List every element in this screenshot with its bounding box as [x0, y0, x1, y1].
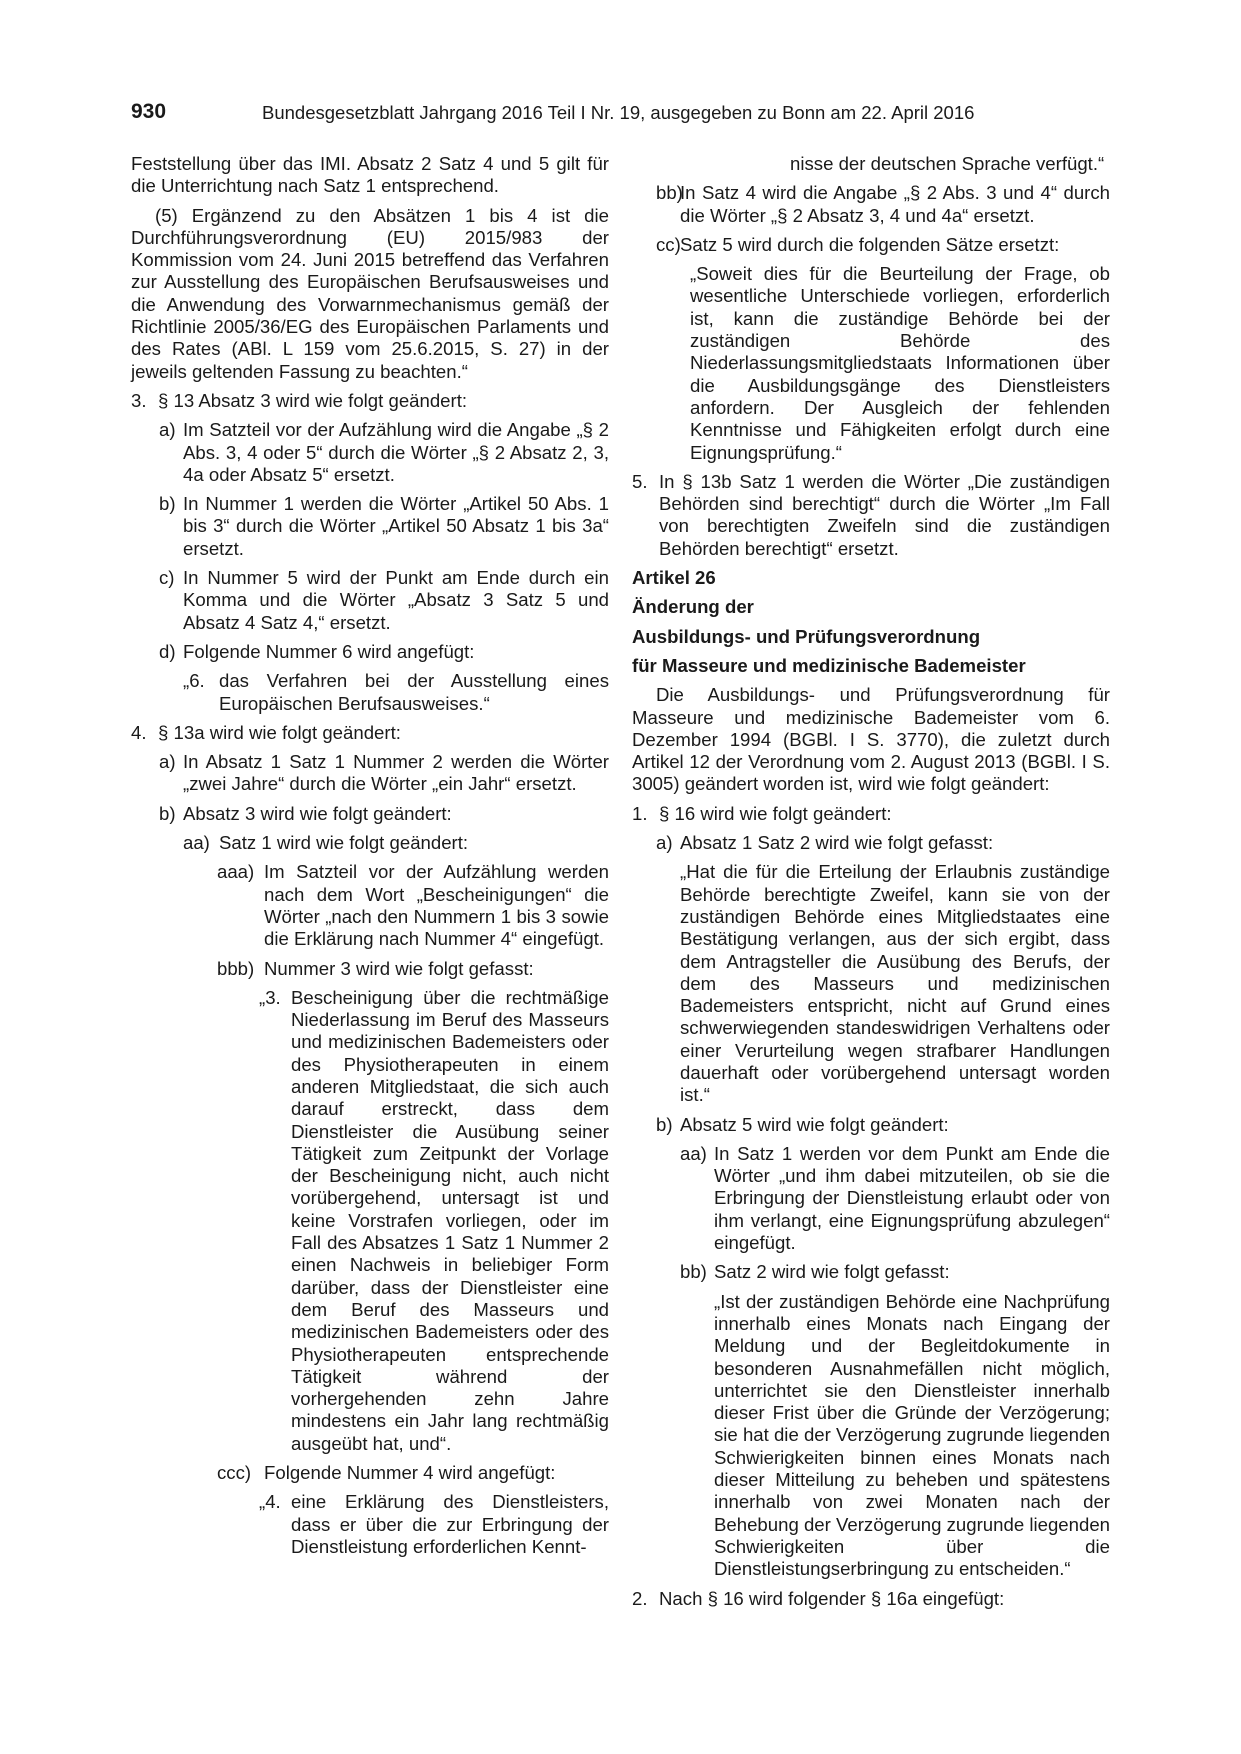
- item-text: § 13a wird wie folgt geändert:: [158, 721, 401, 743]
- list-item-r1: [632, 803, 1110, 825]
- list-item-3: [131, 390, 609, 412]
- list-item-r1a: [632, 832, 1110, 854]
- list-item-3c: [131, 567, 609, 634]
- list-item-5: [632, 471, 1110, 560]
- item-text: In § 13b Satz 1 werden die Wörter „Die zuständigen Behörden sind berechtigt“ durch die Wörter „Im Fall von berechtigten Zweifeln sind die zuständigen Behörden berechtigt“ ersetzt.: [659, 470, 1110, 559]
- item-number: b): [159, 802, 176, 824]
- item-text: Bescheinigung über die rechtmäßige Niederlassung im Beruf des Masseurs und medizinischen Bademeisters oder des Physiotherapeuten in einem anderen Mitgliedstaat, die sich auch darauf erstreckt, dass dem Dienstleister die Ausübung seiner Tätigkeit zum Zeitpunkt der Vorlage der Bescheinigung nicht, auch nicht vorübergehend, untersagt ist und keine Vorstrafen vorliegen, oder im Fall des Absatzes 1 Satz 1 Nummer 2 einen Nachweis in beliebiger Form darüber, dass der Dienstleister eine dem Beruf des Masseurs und medizinischen Bademeisters oder des Physiotherapeuten entsprechende Tätigkeit während der vorhergehenden zehn Jahre mindestens ein Jahr lang rechtmäßig ausgeübt hat, und“.: [291, 986, 609, 1454]
- item-text: Absatz 1 Satz 2 wird wie folgt gefasst:: [680, 832, 994, 854]
- list-item-4b-bb: [632, 182, 1110, 227]
- list-item-r1b-aa: [632, 1143, 1110, 1254]
- list-item-3a: [131, 419, 609, 486]
- item-text: das Verfahren bei der Ausstellung eines Europäischen Berufsausweises.“: [219, 670, 609, 714]
- list-item-4: [131, 722, 609, 744]
- item-text: In Satz 4 wird die Angabe „§ 2 Abs. 3 und 4“ durch die Wörter „§ 2 Absatz 3, 4 und 4a“ ersetzt.: [680, 182, 1110, 226]
- page-number: 930: [131, 100, 167, 123]
- item-text: Folgende Nummer 6 wird angefügt:: [183, 640, 475, 662]
- item-number: 1.: [632, 802, 648, 824]
- list-item-3d: [131, 641, 609, 663]
- quoted-sentence-r1b-bb: „Ist der zuständigen Behörde eine Nachprüfung innerhalb eines Monats nach Eingang der Meldung und der Begleitdokumente in besonderen Ausnahmefällen nicht möglich, unterrichtet sie den Dienstleister innerhalb dieser Frist über die Gründe der Verzögerung; sie hat die der Verzögerung zugrunde liegenden Schwierigkeiten binnen eines Monats nach dieser Mitteilung zu beheben und spätestens innerhalb von zwei Monaten nach der Behebung der Verzögerung zugrunde liegenden Schwierigkeiten über die Dienstleistungserbringung zu entscheiden.“: [714, 1290, 1110, 1580]
- item-number: bb): [680, 1261, 707, 1283]
- item-number: 5.: [632, 470, 648, 492]
- item-text: Nach § 16 wird folgender § 16a eingefügt:: [659, 1587, 1005, 1609]
- right-column: [632, 153, 1110, 1617]
- list-item-4b-cc: [632, 234, 1110, 256]
- item-number: cc): [656, 233, 681, 255]
- item-number: ccc): [217, 1462, 252, 1484]
- item-number: bb): [656, 182, 683, 204]
- list-item-4a: [131, 751, 609, 796]
- article-title-line-1: Änderung der: [632, 596, 754, 618]
- item-number: a): [159, 751, 176, 773]
- list-item-r1b: [632, 1114, 1110, 1136]
- item-text: Absatz 3 wird wie folgt geändert:: [183, 802, 452, 824]
- item-number: aa): [183, 832, 210, 854]
- list-item-r2: [632, 1588, 1110, 1610]
- paragraph-5: (5) Ergänzend zu den Absätzen 1 bis 4 ist die Durchführungsverordnung (EU) 2015/983 der Kommission vom 24. Juni 2015 betreffend das Verfahren zur Ausstellung des Europäischen Berufsausweises und die Anwendung des Vorwarnmechanismus gemäß der Richtlinie 2005/36/EG des Europäischen Parlaments und des Rates (ABl. L 159 vom 25.6.2015, S. 27) in der jeweils geltenden Fassung zu beachten.“: [131, 204, 609, 382]
- quoted-sentence-r1a: „Hat die für die Erteilung der Erlaubnis zuständige Behörde berechtigte Zweifel, kann sie von der zuständigen Behörde eines Mitgliedstaates eine Bestätigung verlangen, aus der sich ergibt, dass dem Antragsteller die Ausübung des Berufs, der dem des Masseurs und medizinischen Bademeisters entspricht, nicht auf Grund eines schwerwiegenden standeswidrigen Verhaltens oder einer Verurteilung wegen strafbarer Handlungen dauerhaft oder vorübergehend untersagt worden ist.“: [680, 861, 1110, 1106]
- article-number: Artikel 26: [632, 567, 716, 589]
- list-item-4b-aa: [131, 832, 609, 854]
- item-text: In Satz 1 werden vor dem Punkt am Ende die Wörter „und ihm dabei mitzuteilen, ob sie die Erbringung der Dienstleistung erlaubt oder von ihm verlangt, eine Eignungsprüfung abzulegen“ eingefügt.: [714, 1142, 1110, 1254]
- quoted-sentences: „Soweit dies für die Beurteilung der Frage, ob wesentliche Unterschiede vorliegen, erforderlich ist, kann die zuständige Behörde bei der zuständigen Behörde des Niederlassungsmitgliedstaats Informationen über die Ausbildungsgänge des Dienstleisters anfordern. Der Ausgleich der fehlenden Kenntnisse und Fähigkeiten erfolgt durch eine Eignungsprüfung.“: [690, 263, 1110, 463]
- left-column: [131, 153, 609, 1558]
- item-text: In Nummer 1 werden die Wörter „Artikel 50 Abs. 1 bis 3“ durch die Wörter „Artikel 50 Absatz 1 bis 3a“ ersetzt.: [183, 493, 609, 559]
- item-number: c): [159, 567, 175, 589]
- item-number: aaa): [217, 861, 255, 883]
- item-text: Satz 5 wird durch die folgenden Sätze ersetzt:: [680, 233, 1060, 255]
- item-text: Nummer 3 wird wie folgt gefasst:: [264, 957, 534, 979]
- item-number: aa): [680, 1142, 707, 1164]
- item-number: 3.: [131, 389, 147, 411]
- item-text: § 13 Absatz 3 wird wie folgt geändert:: [158, 389, 468, 411]
- item-number: „6.: [183, 670, 205, 692]
- item-number: b): [656, 1113, 673, 1135]
- list-item-4b-bbb: [131, 958, 609, 980]
- quoted-number-4: [131, 1491, 609, 1558]
- quoted-number-3: [131, 987, 609, 1455]
- item-number: b): [159, 493, 176, 515]
- item-number: „3.: [259, 986, 281, 1008]
- item-number: a): [159, 419, 176, 441]
- item-number: 2.: [632, 1587, 648, 1609]
- list-item-3b: [131, 493, 609, 560]
- item-text: In Absatz 1 Satz 1 Nummer 2 werden die Wörter „zwei Jahre“ durch die Wörter „ein Jahr“ ersetzt.: [183, 751, 609, 795]
- item-number: „4.: [259, 1491, 281, 1513]
- item-text: Im Satzteil vor der Aufzählung werden nach dem Wort „Bescheinigungen“ die Wörter „nach den Nummern 1 bis 3 sowie die Erklärung nach Nummer 4“ eingefügt.: [264, 861, 609, 950]
- item-text: In Nummer 5 wird der Punkt am Ende durch ein Komma und die Wörter „Absatz 3 Satz 5 und Absatz 4 Satz 4,“ ersetzt.: [183, 567, 609, 633]
- item-text: § 16 wird wie folgt geändert:: [659, 802, 892, 824]
- article-title-line-3: für Masseure und medizinische Bademeister: [632, 654, 1026, 676]
- item-text: Satz 2 wird wie folgt gefasst:: [714, 1261, 950, 1283]
- list-item-r1b-bb: [632, 1261, 1110, 1283]
- item-text: Absatz 5 wird wie folgt geändert:: [680, 1113, 949, 1135]
- article-title-line-2: Ausbildungs- und Prüfungsverordnung: [632, 625, 981, 647]
- item-text: Im Satzteil vor der Aufzählung wird die Angabe „§ 2 Abs. 3, 4 oder 5“ durch die Wörter „§ 2 Absatz 2, 3, 4a oder Absatz 5“ ersetzt.: [183, 419, 609, 485]
- list-item-4b: [131, 803, 609, 825]
- paragraph-continuation: Feststellung über das IMI. Absatz 2 Satz 4 und 5 gilt für die Unterrichtung nach Satz 1 entsprechend.: [131, 153, 609, 197]
- item-number: bbb): [217, 957, 255, 979]
- running-header: Bundesgesetzblatt Jahrgang 2016 Teil I Nr. 19, ausgegeben zu Bonn am 22. April 2016: [262, 102, 975, 123]
- item-number: d): [159, 640, 176, 662]
- list-item-4b-aaa: [131, 861, 609, 950]
- article-intro: Die Ausbildungs- und Prüfungsverordnung für Masseure und medizinische Bademeister vom 6. Dezember 1994 (BGBl. I S. 3770), die zuletzt durch Artikel 12 der Verordnung vom 2. August 2013 (BGBl. I S. 3005) geändert worden ist, wird wie folgt geändert:: [632, 684, 1110, 795]
- item-number: a): [656, 832, 673, 854]
- quoted-number-4-continuation: nisse der deutschen Sprache verfügt.“: [790, 153, 1105, 174]
- list-item-4b-ccc: [131, 1462, 609, 1484]
- item-text: Satz 1 wird wie folgt geändert:: [219, 832, 469, 854]
- item-text: eine Erklärung des Dienstleisters, dass er über die zur Erbringung der Dienstleistung erforderlichen Kennt-: [291, 1491, 609, 1557]
- quoted-number-6: [131, 670, 609, 715]
- item-text: Folgende Nummer 4 wird angefügt:: [264, 1462, 556, 1484]
- item-number: 4.: [131, 721, 147, 743]
